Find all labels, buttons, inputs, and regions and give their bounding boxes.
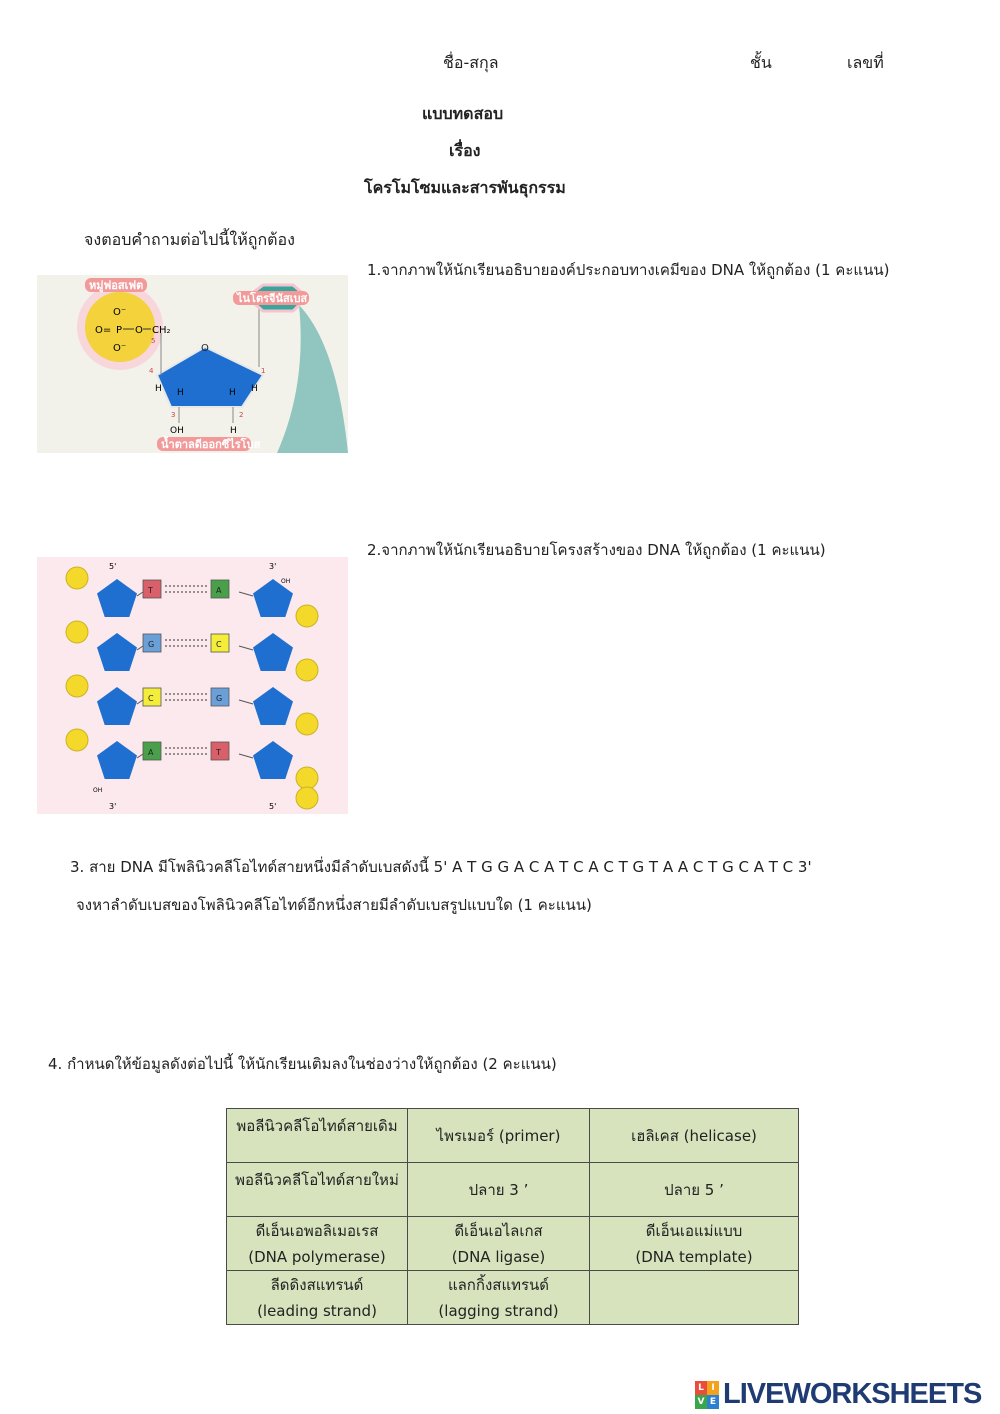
label-oh-top: OH: [281, 578, 291, 585]
logo-badge-letter: L: [695, 1381, 707, 1395]
atom-h1: H: [155, 384, 162, 394]
phosphate-circle-right: [296, 713, 318, 735]
title-line-1: แบบทดสอบ: [422, 104, 504, 123]
table-cell: พอลีนิวคลีโอไทด์สายเดิม: [227, 1109, 408, 1163]
logo-text: LIVEWORKSHEETS: [723, 1378, 982, 1410]
atom-h3: H: [229, 388, 236, 398]
title-line-3: โครโมโซมและสารพันธุกรรม: [364, 178, 566, 197]
label-oh-bottom: OH: [93, 787, 103, 794]
atom-o-left: O=: [95, 325, 112, 336]
table-row: [227, 1217, 799, 1271]
carbon-1: 1: [261, 367, 266, 375]
logo-badge-letter: V: [695, 1395, 707, 1409]
logo-badge-letter: E: [707, 1395, 719, 1409]
phosphate-circle-right: [296, 605, 318, 627]
phosphate-label: หมู่ฟอสเฟต: [89, 279, 144, 292]
logo-badge-letter: I: [707, 1381, 719, 1395]
phosphate-circle-left: [66, 729, 88, 751]
phosphate-circle-left: [66, 567, 88, 589]
question-4: 4. กำหนดให้ข้อมูลดังต่อไปนี้ ให้นักเรียนเติมลงในช่องว่างให้ถูกต้อง (2 คะแนน): [48, 1055, 557, 1073]
table-row: [227, 1271, 799, 1325]
phosphate-circle-right: [296, 659, 318, 681]
base-letter-right: T: [216, 748, 221, 757]
table-cell: ลีดดิงสแทรนด์ (leading strand): [227, 1271, 408, 1325]
table-cell: ปลาย 5 ’: [590, 1163, 799, 1217]
atom-o-top: O⁻: [113, 307, 127, 318]
atom-p: P: [116, 325, 123, 336]
base-letter-left: T: [148, 586, 153, 595]
base-letter-right: G: [216, 694, 223, 703]
class-label: ชั้น: [750, 53, 772, 72]
label-bottom-left: 3': [109, 802, 117, 811]
base-letter-left: G: [148, 640, 155, 649]
atom-h4: H: [251, 384, 258, 394]
phosphate-circle-right: [296, 767, 318, 789]
question-3-line-1: 3. สาย DNA มีโพลินิวคลีโอไทด์สายหนึ่งมีลำดับเบสดังนี้ 5' A T G G A C A T C A C T G T A A C T G C A T C 3': [70, 858, 812, 876]
carbon-4: 4: [149, 367, 154, 375]
table-row: [227, 1163, 799, 1217]
atom-o-bottom: O⁻: [113, 343, 127, 354]
nucleotide-diagram: [37, 275, 348, 453]
table-cell: ดีเอ็นเอแม่แบบ (DNA template): [590, 1217, 799, 1271]
carbon-3: 3: [171, 411, 176, 419]
phosphate-circle-left: [66, 621, 88, 643]
number-label: เลขที่: [847, 53, 884, 72]
logo-badge-icon: [695, 1381, 719, 1409]
base-label: ไนโตรจีนัสเบส: [237, 292, 308, 305]
phosphate-circle-right: [296, 787, 318, 809]
carbon-5: 5: [151, 337, 156, 345]
name-label: ชื่อ-สกุล: [443, 53, 499, 72]
table-cell: ปลาย 3 ’: [408, 1163, 590, 1217]
atom-ch2: CH₂: [152, 325, 171, 336]
dna-double-strand-diagram: [37, 557, 348, 814]
question-2: 2.จากภาพให้นักเรียนอธิบายโครงสร้างของ DNA ให้ถูกต้อง (1 คะแนน): [367, 541, 826, 559]
table-cell: ไพรเมอร์ (primer): [408, 1109, 590, 1163]
table-cell: เฮลิเคส (helicase): [590, 1109, 799, 1163]
table-cell: แลกกิ้งสแทรนด์ (lagging strand): [408, 1271, 590, 1325]
atom-h2: H: [177, 388, 184, 398]
table-cell: พอลีนิวคลีโอไทด์สายใหม่: [227, 1163, 408, 1217]
phosphate-circle-left: [66, 675, 88, 697]
carbon-2: 2: [239, 411, 244, 419]
base-letter-left: A: [148, 748, 154, 757]
table-row: [227, 1109, 799, 1163]
atom-h5: H: [230, 426, 237, 436]
question-1: 1.จากภาพให้นักเรียนอธิบายองค์ประกอบทางเคมีของ DNA ให้ถูกต้อง (1 คะแนน): [367, 261, 890, 279]
label-top-left: 5': [109, 562, 117, 571]
question-3-line-2: จงหาลำดับเบสของโพลินิวคลีโอไทด์อีกหนึ่งสายมีลำดับเบสรูปแบบใด (1 คะแนน): [76, 896, 592, 914]
table-cell: [590, 1271, 799, 1325]
title-line-2: เรื่อง: [449, 141, 481, 160]
label-bottom-right: 5': [269, 802, 277, 811]
base-letter-right: C: [216, 640, 222, 649]
table-cell: ดีเอ็นเอพอลิเมอเรส (DNA polymerase): [227, 1217, 408, 1271]
label-top-right: 3': [269, 562, 277, 571]
atom-o-mid: O: [135, 325, 143, 336]
instruction: จงตอบคำถามต่อไปนี้ให้ถูกต้อง: [84, 230, 295, 249]
atom-oh: OH: [170, 426, 184, 436]
answer-options-table: [226, 1108, 799, 1325]
base-letter-left: C: [148, 694, 154, 703]
table-cell: ดีเอ็นเอไลเกส (DNA ligase): [408, 1217, 590, 1271]
atom-ring-o: O: [201, 343, 209, 354]
base-letter-right: A: [216, 586, 222, 595]
sugar-label: น้ำตาลดีออกซีไรโบส: [161, 438, 261, 451]
